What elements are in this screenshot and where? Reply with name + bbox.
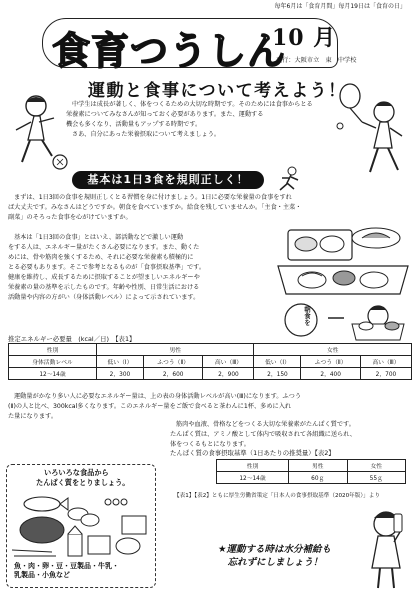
protein-line: 筋肉や血液、骨格などをつくる大切な栄養素がたんぱく質です。 bbox=[176, 421, 355, 428]
table-cell: 2，700 bbox=[360, 368, 411, 380]
intro-line: 栄養素についてみなさんが知っておく必要があります。また、運動する bbox=[66, 111, 264, 119]
protein-line: 体をつくるもとになります。 bbox=[170, 441, 250, 449]
table-header-cell: 男性 bbox=[97, 344, 254, 356]
intro-line: 機会も多くなり、活動量もアップする時期です。 bbox=[66, 121, 202, 129]
foods-heading-line: たんぱく質をとりましょう。 bbox=[36, 477, 130, 487]
protein-line: たんぱく質は、アミノ酸として体内で吸収されて各組織に送られ、 bbox=[170, 431, 356, 439]
table-header-cell: 身体活動レベル bbox=[9, 356, 97, 368]
table-header-cell: 高い（Ⅲ） bbox=[203, 356, 254, 368]
table1-caption: 推定エネルギー必要量 (kcal／日) 【表1】 bbox=[8, 335, 136, 343]
table-row bbox=[9, 344, 412, 356]
basics-badge: 基本は1日3食を規則正しく！ bbox=[72, 171, 264, 189]
basics-paragraph bbox=[8, 193, 412, 223]
table-cell: 2，300 bbox=[97, 368, 144, 380]
table-cell: 2，400 bbox=[301, 368, 361, 380]
newsletter-title: 食育つうしん bbox=[52, 28, 287, 73]
foods-list-line: 魚・肉・卵・豆・豆製品・牛乳・ bbox=[14, 562, 119, 570]
energy-line: た量になります。 bbox=[8, 413, 58, 421]
table-header-cell: 女性 bbox=[347, 460, 406, 472]
water-note-line: 忘れずにしましょう！ bbox=[218, 556, 323, 568]
table-cell: 2，600 bbox=[143, 368, 203, 380]
soccer-player-illustration bbox=[4, 92, 70, 172]
issue-month: 10 月 bbox=[272, 25, 337, 51]
basics-line: とる必要もあります。そこで参考となるものが「食事摂取基準」です。 bbox=[8, 264, 206, 272]
table-cell: 2，150 bbox=[254, 368, 301, 380]
water-note bbox=[218, 544, 331, 570]
top-note: 毎年6月は「食育月間」毎月19日は「食育の日」 bbox=[274, 3, 406, 10]
foods-list bbox=[14, 562, 119, 581]
table-row bbox=[217, 472, 406, 484]
foods-list-line: 乳製品・小魚など bbox=[14, 571, 70, 580]
intro-line: 中学生は成長が著しく、体をつくるための大切な時期です。そのためには食事からとる bbox=[72, 101, 313, 108]
table-cell: 12～14歳 bbox=[9, 368, 97, 380]
table-header-cell: 男性 bbox=[289, 460, 348, 472]
table-header-cell: 低い（Ⅰ） bbox=[254, 356, 301, 368]
energy-line: (Ⅱ)の人と比べ、300kcal多くなります。このエネルギー量をご飯で食べると茶わんに1杯、多めに入れ bbox=[8, 403, 292, 411]
protein-foods-illustration bbox=[12, 490, 152, 560]
eating-child-illustration bbox=[322, 300, 414, 342]
table-header-cell: ふつう（Ⅱ） bbox=[143, 356, 203, 368]
basics-line: ば大丈夫です。みなさんはどうですか。朝食を食べていますか。給食を残していませんか。「主食・主菜・ bbox=[8, 204, 302, 212]
energy-table bbox=[8, 343, 412, 380]
protein-table bbox=[216, 459, 406, 484]
basics-paragraph-2 bbox=[8, 233, 266, 303]
basics-line: 健康を維持し、成長するために摂取することが望ましいエネルギーや bbox=[8, 274, 200, 282]
table-header-cell: 性別 bbox=[217, 460, 289, 472]
basics-line: 副菜」のそろった食事を心がけていますか。 bbox=[8, 214, 132, 222]
foods-box-heading bbox=[36, 468, 129, 487]
energy-paragraph bbox=[8, 392, 412, 422]
basics-line: めには、骨や筋肉を強くするため、それに必要な栄養素も積極的に bbox=[8, 254, 194, 262]
water-note-line: ★運動する時は水分補給も bbox=[218, 544, 332, 555]
intro-paragraph bbox=[66, 100, 336, 140]
basics-line: をする人は、エネルギー量がたくさん必要になります。また、動くた bbox=[8, 244, 200, 252]
basics-line: 活動量や内容の方がい（身体活動レベル）によって示されています。 bbox=[8, 294, 200, 302]
foods-heading-line: いろいろな食品から bbox=[44, 468, 109, 477]
source-note: 【表1】【表2】ともに厚生労働省策定「日本人の食事摂取基準（2020年版）」より bbox=[174, 493, 380, 499]
table2-caption: たんぱく質の食事摂取基準（1日あたりの推奨量）【表2】 bbox=[170, 449, 335, 457]
table-row bbox=[217, 460, 406, 472]
main-heading: 運動と食事について考えよう！ bbox=[88, 81, 347, 101]
basics-line: 基本は「1日3回の食事」とはいえ、部活動などで激しい運動 bbox=[14, 234, 184, 241]
drinking-student-illustration bbox=[356, 506, 416, 590]
table-header-cell: 高い（Ⅲ） bbox=[360, 356, 411, 368]
table-header-cell: 性別 bbox=[9, 344, 97, 356]
basics-line: 栄養素の量の基準を示したものです。年齢や性別、日常生活における bbox=[8, 284, 200, 292]
energy-line: 運動量がかなり多い人に必要なエネルギー量は、上の表の身体活動レベルが高い(Ⅲ)になります。ふつう bbox=[14, 393, 302, 400]
protein-paragraph bbox=[170, 420, 416, 450]
table-header-cell: 低い（Ⅰ） bbox=[97, 356, 144, 368]
table-cell: 55ｇ bbox=[347, 472, 406, 484]
table-header-cell: ふつう（Ⅱ） bbox=[301, 356, 361, 368]
publisher-line: 発行：大阪市立 東 中学校 bbox=[276, 57, 357, 64]
meal-tray-illustration bbox=[272, 224, 414, 302]
table-cell: 12～14歳 bbox=[217, 472, 289, 484]
morning-label: 朝食を bbox=[303, 306, 311, 326]
table-cell: 2，900 bbox=[203, 368, 254, 380]
table-row bbox=[9, 356, 412, 368]
table-header-cell: 女性 bbox=[254, 344, 412, 356]
runner-icon bbox=[274, 166, 304, 192]
table-row bbox=[9, 368, 412, 380]
table-cell: 60ｇ bbox=[289, 472, 348, 484]
basics-line: まずは、1日3回の食事を規則正しくとる習慣を身に付けましょう。1日に必要な栄養量の食事をすれ bbox=[14, 194, 292, 201]
intro-line: さあ、自分にあった栄養摂取について考えましょう。 bbox=[72, 131, 221, 139]
